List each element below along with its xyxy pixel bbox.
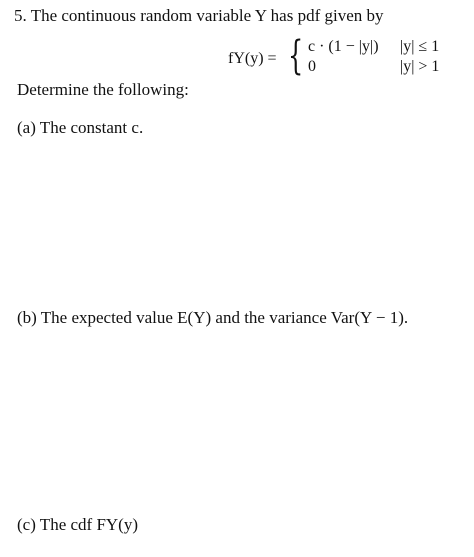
part-b: (b) The expected value E(Y) and the variance Var(Y − 1). [17,308,409,327]
pdf-lhs: fY(y) = [228,50,277,67]
part-c: (c) The cdf FY(y) [17,515,139,534]
problem-title: 5. The continuous random variable Y has pdf given by [14,6,384,25]
pdf-case2-expression: 0 [308,58,316,75]
instruction-text: Determine the following: [17,80,189,99]
left-brace: { [288,33,304,79]
part-a: (a) The constant c. [17,118,144,137]
pdf-case1-expression: c · (1 − |y|) [308,38,379,55]
pdf-formula [228,33,468,82]
pdf-case1-condition: |y| ≤ 1 [400,38,440,55]
pdf-case2-condition: |y| > 1 [400,58,440,75]
